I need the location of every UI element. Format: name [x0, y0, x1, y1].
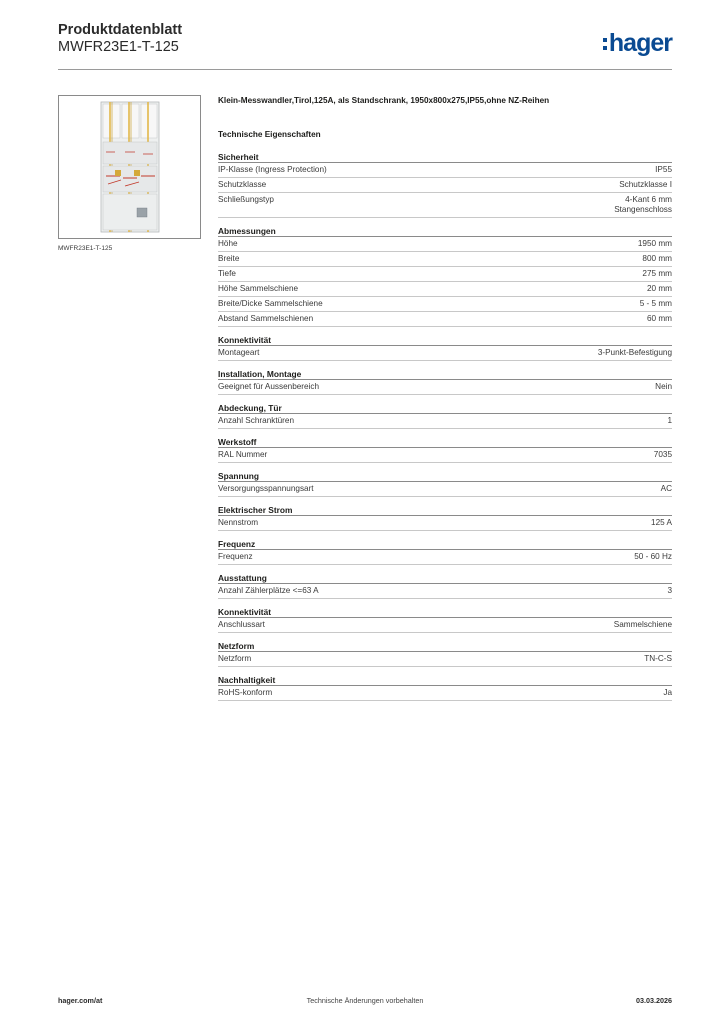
page-header: [58, 22, 672, 70]
spec-row: [218, 448, 672, 463]
spec-section: [218, 572, 672, 599]
spec-row: [218, 237, 672, 252]
spec-value-line: 60 mm: [646, 314, 672, 323]
spec-label: IP-Klasse (Ingress Protection): [218, 165, 327, 174]
spec-label: Geeignet für Aussenbereich: [218, 382, 320, 391]
footer-notice: Technische Änderungen vorbehalten: [306, 996, 424, 1005]
section-title: Konnektivität: [218, 606, 672, 618]
technical-properties-heading: Technische Eigenschaften: [218, 130, 321, 139]
spec-section: [218, 674, 672, 701]
image-caption: MWFR23E1-T-125: [58, 245, 113, 252]
spec-row: [218, 618, 672, 633]
spec-label: Anzahl Zählerplätze <=63 A: [218, 586, 319, 595]
specification-sections: [218, 151, 672, 701]
spec-value: [642, 269, 672, 279]
spec-value-line: 275 mm: [642, 269, 672, 278]
spec-value: [667, 586, 672, 596]
spec-value: [638, 239, 672, 249]
product-code: MWFR23E1-T-125: [58, 39, 179, 55]
spec-value-line: 800 mm: [642, 254, 672, 263]
spec-label: Höhe Sammelschiene: [218, 284, 299, 293]
spec-label: Schutzklasse: [218, 180, 267, 189]
logo-text: hager: [608, 28, 672, 57]
spec-row: [218, 686, 672, 701]
section-title: Spannung: [218, 470, 672, 482]
footer-website: hager.com/at: [58, 996, 103, 1005]
spec-value: [661, 484, 672, 494]
spec-value-line: 1: [667, 416, 672, 425]
spec-value-line: 3: [667, 586, 672, 595]
spec-row: [218, 297, 672, 312]
spec-row: [218, 193, 672, 218]
section-title: Netzform: [218, 640, 672, 652]
spec-value: [655, 165, 672, 175]
spec-row: [218, 482, 672, 497]
section-title: Sicherheit: [218, 151, 672, 163]
spec-row: [218, 516, 672, 531]
spec-value: [651, 518, 672, 528]
spec-row: [218, 163, 672, 178]
spec-row: [218, 346, 672, 361]
logo-dots-icon: [603, 38, 607, 50]
spec-row: [218, 267, 672, 282]
spec-label: RAL Nummer: [218, 450, 268, 459]
section-title: Elektrischer Strom: [218, 504, 672, 516]
spec-value: [642, 254, 672, 264]
spec-row: [218, 380, 672, 395]
section-title: Nachhaltigkeit: [218, 674, 672, 686]
spec-section: [218, 334, 672, 361]
section-title: Werkstoff: [218, 436, 672, 448]
spec-section: [218, 504, 672, 531]
section-title: Abmessungen: [218, 225, 672, 237]
spec-value: [619, 180, 672, 190]
spec-label: Nennstrom: [218, 518, 259, 527]
spec-section: [218, 402, 672, 429]
spec-row: [218, 282, 672, 297]
spec-value: [654, 450, 672, 460]
spec-value-line: Stangenschloss: [614, 205, 672, 214]
spec-value-line: 20 mm: [646, 284, 672, 293]
spec-value-line: Sammelschiene: [613, 620, 672, 629]
spec-section: [218, 470, 672, 497]
spec-row: [218, 652, 672, 667]
spec-value-line: TN-C-S: [644, 654, 672, 663]
spec-label: Höhe: [218, 239, 238, 248]
spec-value-line: IP55: [655, 165, 672, 174]
spec-value: [614, 620, 672, 630]
section-title: Installation, Montage: [218, 368, 672, 380]
spec-value: [647, 314, 672, 324]
spec-value-line: 4-Kant 6 mm: [625, 195, 672, 204]
spec-section: [218, 606, 672, 633]
spec-value-line: 50 - 60 Hz: [634, 552, 672, 561]
document-title: Produktdatenblatt: [58, 22, 183, 38]
spec-value-line: 3-Punkt-Befestigung: [597, 348, 672, 357]
footer-date: 03.03.2026: [636, 996, 672, 1005]
spec-row: [218, 414, 672, 429]
spec-section: [218, 436, 672, 463]
spec-section: [218, 368, 672, 395]
spec-row: [218, 178, 672, 193]
spec-section: [218, 538, 672, 565]
spec-label: Netzform: [218, 654, 252, 663]
section-title: Frequenz: [218, 538, 672, 550]
section-title: Ausstattung: [218, 572, 672, 584]
cabinet-illustration: [59, 96, 200, 238]
spec-label: Anschlussart: [218, 620, 265, 629]
spec-label: Anzahl Schranktüren: [218, 416, 295, 425]
spec-section: [218, 225, 672, 327]
spec-value: [614, 195, 672, 215]
spec-value-line: 125 A: [651, 518, 672, 527]
spec-label: Montageart: [218, 348, 260, 357]
spec-value-line: 5 - 5 mm: [639, 299, 672, 308]
spec-value-line: Ja: [663, 688, 672, 697]
spec-value-line: 7035: [653, 450, 672, 459]
product-details: [218, 96, 672, 701]
spec-row: [218, 584, 672, 599]
spec-row: [218, 550, 672, 565]
spec-row: [218, 252, 672, 267]
spec-label: Abstand Sammelschienen: [218, 314, 314, 323]
spec-value: [663, 688, 672, 698]
section-title: Konnektivität: [218, 334, 672, 346]
spec-value: [644, 654, 672, 664]
spec-label: Frequenz: [218, 552, 253, 561]
spec-value-line: Schutzklasse I: [619, 180, 672, 189]
spec-value: [640, 299, 672, 309]
spec-value-line: Nein: [655, 382, 672, 391]
spec-value: [647, 284, 672, 294]
product-description: Klein-Messwandler,Tirol,125A, als Standschrank, 1950x800x275,IP55,ohne NZ-Reihen: [218, 96, 550, 105]
spec-value: [667, 416, 672, 426]
page-footer: [58, 996, 672, 1010]
spec-value: [598, 348, 672, 358]
spec-label: Breite: [218, 254, 240, 263]
spec-section: [218, 151, 672, 218]
section-title: Abdeckung, Tür: [218, 402, 672, 414]
spec-label: Schließungstyp: [218, 195, 274, 204]
spec-row: [218, 312, 672, 327]
spec-label: RoHS-konform: [218, 688, 273, 697]
product-image: [58, 95, 201, 239]
hager-logo: [603, 28, 672, 58]
spec-label: Breite/Dicke Sammelschiene: [218, 299, 323, 308]
spec-value: [634, 552, 672, 562]
spec-value: [655, 382, 672, 392]
spec-value-line: AC: [660, 484, 672, 493]
spec-value-line: 1950 mm: [637, 239, 672, 248]
spec-label: Tiefe: [218, 269, 236, 278]
spec-label: Versorgungsspannungsart: [218, 484, 314, 493]
spec-section: [218, 640, 672, 667]
